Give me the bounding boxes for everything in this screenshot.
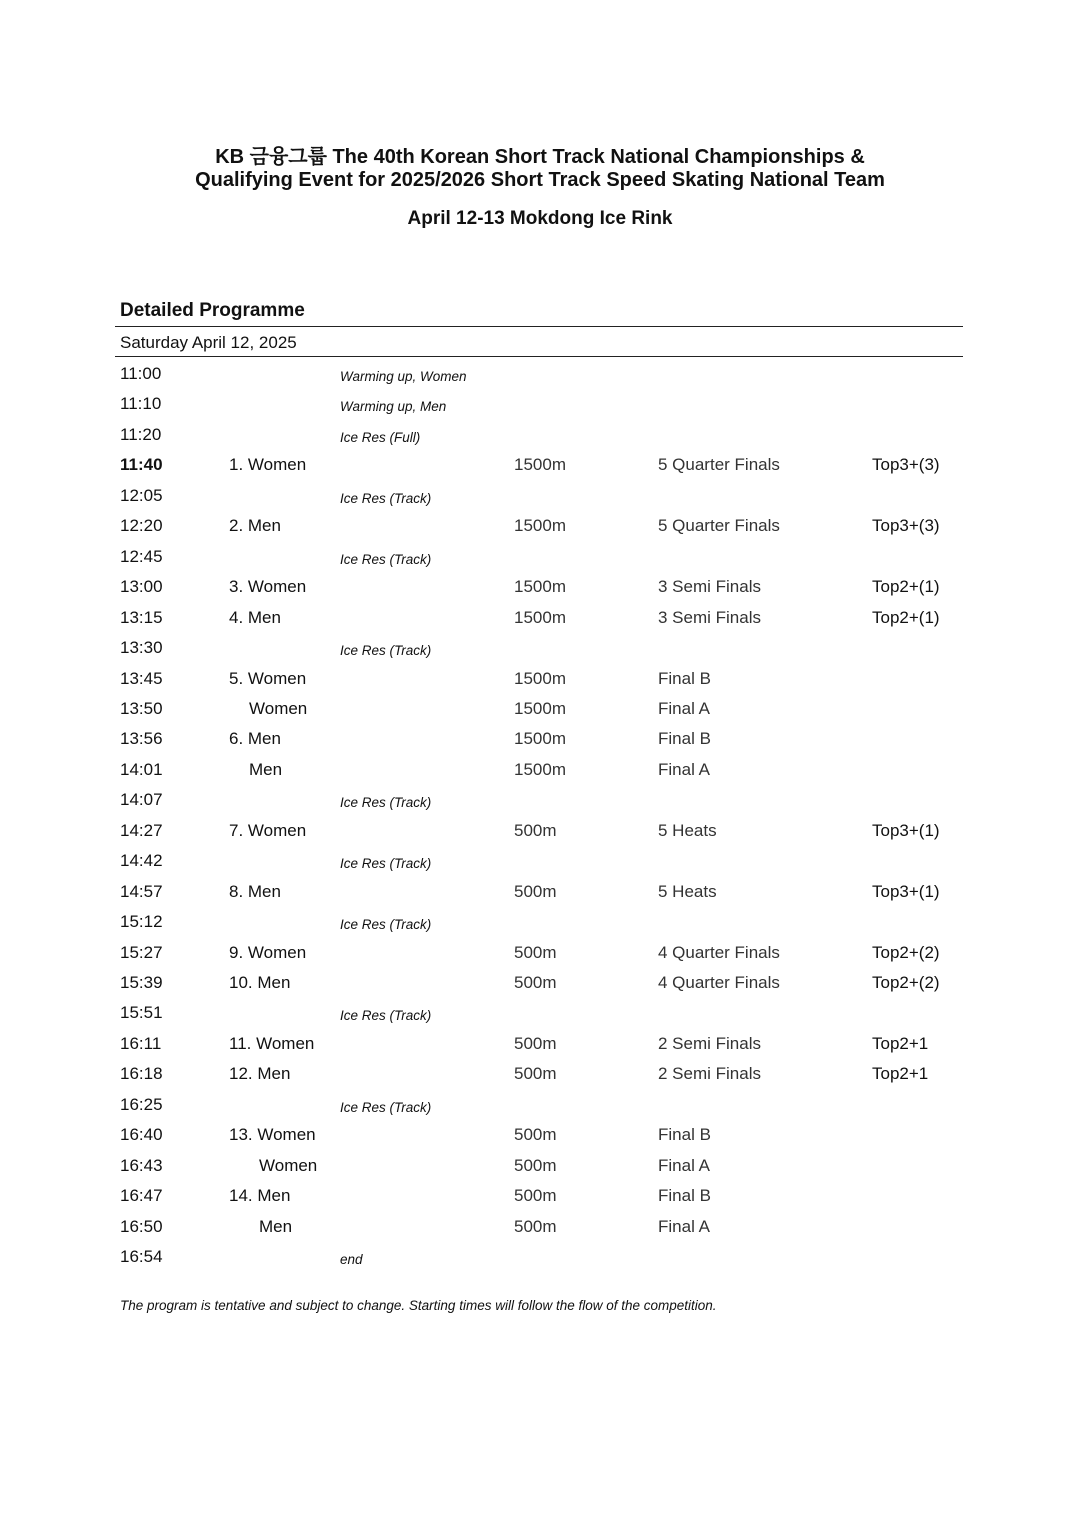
divider-bottom bbox=[115, 356, 963, 357]
row-event: 1. Women bbox=[229, 455, 307, 475]
table-row bbox=[0, 1064, 1080, 1094]
title-line-2: Qualifying Event for 2025/2026 Short Track Speed Skating National Team bbox=[195, 169, 885, 191]
row-event: 9. Women bbox=[229, 942, 307, 962]
row-round: 2 Semi Finals bbox=[658, 1033, 761, 1053]
row-distance: 1500m bbox=[514, 607, 566, 627]
table-row bbox=[0, 608, 1080, 638]
section-heading: Detailed Programme bbox=[120, 300, 305, 321]
row-qualification: Top2+1 bbox=[872, 1064, 929, 1084]
table-row bbox=[0, 516, 1080, 546]
row-distance: 500m bbox=[514, 973, 557, 992]
row-event: 10. Men bbox=[229, 973, 291, 992]
row-round: Final B bbox=[658, 1125, 711, 1145]
row-time: 14:42 bbox=[120, 851, 163, 871]
row-round: 4 Quarter Finals bbox=[658, 973, 780, 992]
table-row bbox=[0, 669, 1080, 699]
day-label: Saturday April 12, 2025 bbox=[120, 333, 297, 352]
row-time: 16:40 bbox=[120, 1125, 163, 1145]
table-row bbox=[0, 851, 1080, 881]
row-time: 13:45 bbox=[120, 668, 163, 688]
row-note: Ice Res (Track) bbox=[340, 551, 432, 567]
row-round: Final A bbox=[658, 759, 710, 779]
row-event: Women bbox=[249, 699, 308, 718]
row-distance: 500m bbox=[514, 1216, 557, 1236]
title-line-1: KB 금융그룹 The 40th Korean Short Track National Championships & bbox=[215, 146, 865, 168]
row-round: 5 Quarter Finals bbox=[658, 455, 780, 475]
row-distance: 500m bbox=[514, 881, 557, 901]
table-row bbox=[0, 364, 1080, 394]
row-distance: 500m bbox=[514, 1064, 557, 1084]
footnote: The program is tentative and subject to change. Starting times will follow the flow of the competition. bbox=[120, 1298, 717, 1313]
row-qualification: Top2+1 bbox=[872, 1033, 929, 1053]
row-event: 11. Women bbox=[229, 1033, 315, 1053]
row-time: 12:20 bbox=[120, 516, 163, 536]
row-time: 13:15 bbox=[120, 607, 163, 627]
row-qualification: Top3+(1) bbox=[872, 820, 940, 840]
row-qualification: Top2+(2) bbox=[872, 973, 940, 992]
row-note: Ice Res (Track) bbox=[340, 1008, 432, 1024]
table-row bbox=[0, 577, 1080, 607]
row-event: Women bbox=[259, 1155, 318, 1175]
row-distance: 1500m bbox=[514, 729, 566, 749]
row-round: Final A bbox=[658, 1155, 710, 1175]
row-time: 15:51 bbox=[120, 1003, 163, 1023]
row-event: 12. Men bbox=[229, 1064, 291, 1084]
row-time: 16:11 bbox=[120, 1033, 162, 1053]
row-qualification: Top2+(2) bbox=[872, 942, 940, 962]
row-event: Men bbox=[259, 1216, 293, 1236]
row-distance: 500m bbox=[514, 1033, 557, 1053]
row-event: Men bbox=[249, 759, 283, 779]
table-row bbox=[0, 882, 1080, 912]
row-qualification: Top3+(1) bbox=[872, 881, 940, 901]
row-time: 16:18 bbox=[120, 1064, 163, 1084]
row-distance: 1500m bbox=[514, 759, 566, 779]
row-note: Ice Res (Track) bbox=[340, 490, 432, 506]
table-row bbox=[0, 1095, 1080, 1125]
row-time: 11:20 bbox=[120, 424, 162, 444]
table-row bbox=[0, 1217, 1080, 1247]
row-note: Ice Res (Track) bbox=[340, 795, 432, 811]
row-time: 15:39 bbox=[120, 973, 163, 992]
divider-top bbox=[115, 326, 963, 327]
row-distance: 1500m bbox=[514, 699, 566, 718]
table-row bbox=[0, 973, 1080, 1003]
row-event: 14. Men bbox=[229, 1186, 291, 1206]
row-time: 11:00 bbox=[120, 364, 162, 383]
table-row bbox=[0, 1156, 1080, 1186]
row-distance: 500m bbox=[514, 820, 557, 840]
row-time: 16:47 bbox=[120, 1186, 163, 1206]
row-event: 6. Men bbox=[229, 729, 281, 749]
row-distance: 500m bbox=[514, 1186, 557, 1206]
row-distance: 500m bbox=[514, 1125, 557, 1145]
table-row bbox=[0, 1125, 1080, 1155]
row-time: 13:50 bbox=[120, 699, 163, 718]
row-time: 16:54 bbox=[120, 1247, 163, 1266]
table-row bbox=[0, 1186, 1080, 1216]
table-row bbox=[0, 790, 1080, 820]
row-time: 14:01 bbox=[120, 759, 163, 779]
row-event: 5. Women bbox=[229, 668, 307, 688]
row-round: 5 Heats bbox=[658, 881, 717, 901]
row-note: Ice Res (Track) bbox=[340, 1099, 432, 1115]
row-time: 11:10 bbox=[120, 394, 162, 414]
row-note: Warming up, Women bbox=[340, 369, 467, 384]
row-distance: 1500m bbox=[514, 455, 566, 475]
row-round: 5 Heats bbox=[658, 820, 717, 840]
table-row bbox=[0, 394, 1080, 424]
row-time: 14:57 bbox=[120, 881, 163, 901]
row-note: Ice Res (Track) bbox=[340, 643, 432, 658]
row-time: 13:30 bbox=[120, 638, 163, 657]
row-round: Final B bbox=[658, 1186, 711, 1206]
row-time: 13:56 bbox=[120, 729, 163, 749]
row-time: 15:27 bbox=[120, 942, 163, 962]
row-round: Final B bbox=[658, 729, 711, 749]
row-time: 12:45 bbox=[120, 546, 163, 566]
row-time: 16:50 bbox=[120, 1216, 163, 1236]
row-event: 13. Women bbox=[229, 1125, 316, 1145]
row-event: 3. Women bbox=[229, 577, 307, 597]
row-round: 4 Quarter Finals bbox=[658, 942, 780, 962]
row-event: 7. Women bbox=[229, 820, 307, 840]
table-row bbox=[0, 455, 1080, 485]
row-round: 3 Semi Finals bbox=[658, 577, 761, 597]
row-distance: 500m bbox=[514, 942, 557, 962]
row-round: Final A bbox=[658, 1216, 710, 1236]
row-event: 8. Men bbox=[229, 881, 281, 901]
row-note: Warming up, Men bbox=[340, 399, 447, 415]
table-row bbox=[0, 821, 1080, 851]
row-round: Final A bbox=[658, 699, 710, 718]
table-row bbox=[0, 486, 1080, 516]
row-time: 16:25 bbox=[120, 1094, 163, 1114]
table-row bbox=[0, 729, 1080, 759]
row-time: 14:07 bbox=[120, 790, 163, 810]
row-qualification: Top3+(3) bbox=[872, 516, 940, 536]
row-round: 3 Semi Finals bbox=[658, 607, 761, 627]
row-event: 4. Men bbox=[229, 607, 281, 627]
row-qualification: Top3+(3) bbox=[872, 455, 940, 475]
table-row bbox=[0, 912, 1080, 942]
row-note: Ice Res (Full) bbox=[340, 429, 421, 445]
row-time: 11:40 bbox=[120, 455, 163, 475]
row-time: 14:27 bbox=[120, 820, 163, 840]
table-row bbox=[0, 425, 1080, 455]
table-row bbox=[0, 943, 1080, 973]
table-row bbox=[0, 1247, 1080, 1277]
event-dates-venue: April 12-13 Mokdong Ice Rink bbox=[407, 208, 673, 229]
row-round: 2 Semi Finals bbox=[658, 1064, 761, 1084]
row-distance: 500m bbox=[514, 1155, 557, 1175]
row-distance: 1500m bbox=[514, 516, 566, 536]
row-distance: 1500m bbox=[514, 668, 566, 688]
table-row bbox=[0, 1003, 1080, 1033]
row-round: Final B bbox=[658, 668, 711, 688]
row-time: 15:12 bbox=[120, 912, 163, 932]
row-note: end bbox=[340, 1252, 363, 1267]
row-event: 2. Men bbox=[229, 516, 281, 536]
table-row bbox=[0, 760, 1080, 790]
row-qualification: Top2+(1) bbox=[872, 577, 940, 597]
table-row bbox=[0, 699, 1080, 729]
row-note: Ice Res (Track) bbox=[340, 856, 432, 872]
row-time: 16:43 bbox=[120, 1155, 163, 1175]
row-distance: 1500m bbox=[514, 577, 566, 597]
row-time: 13:00 bbox=[120, 577, 163, 597]
row-qualification: Top2+(1) bbox=[872, 607, 940, 627]
table-row bbox=[0, 547, 1080, 577]
row-time: 12:05 bbox=[120, 485, 163, 505]
table-row bbox=[0, 1034, 1080, 1064]
table-row bbox=[0, 638, 1080, 668]
row-round: 5 Quarter Finals bbox=[658, 516, 780, 536]
row-note: Ice Res (Track) bbox=[340, 917, 432, 933]
